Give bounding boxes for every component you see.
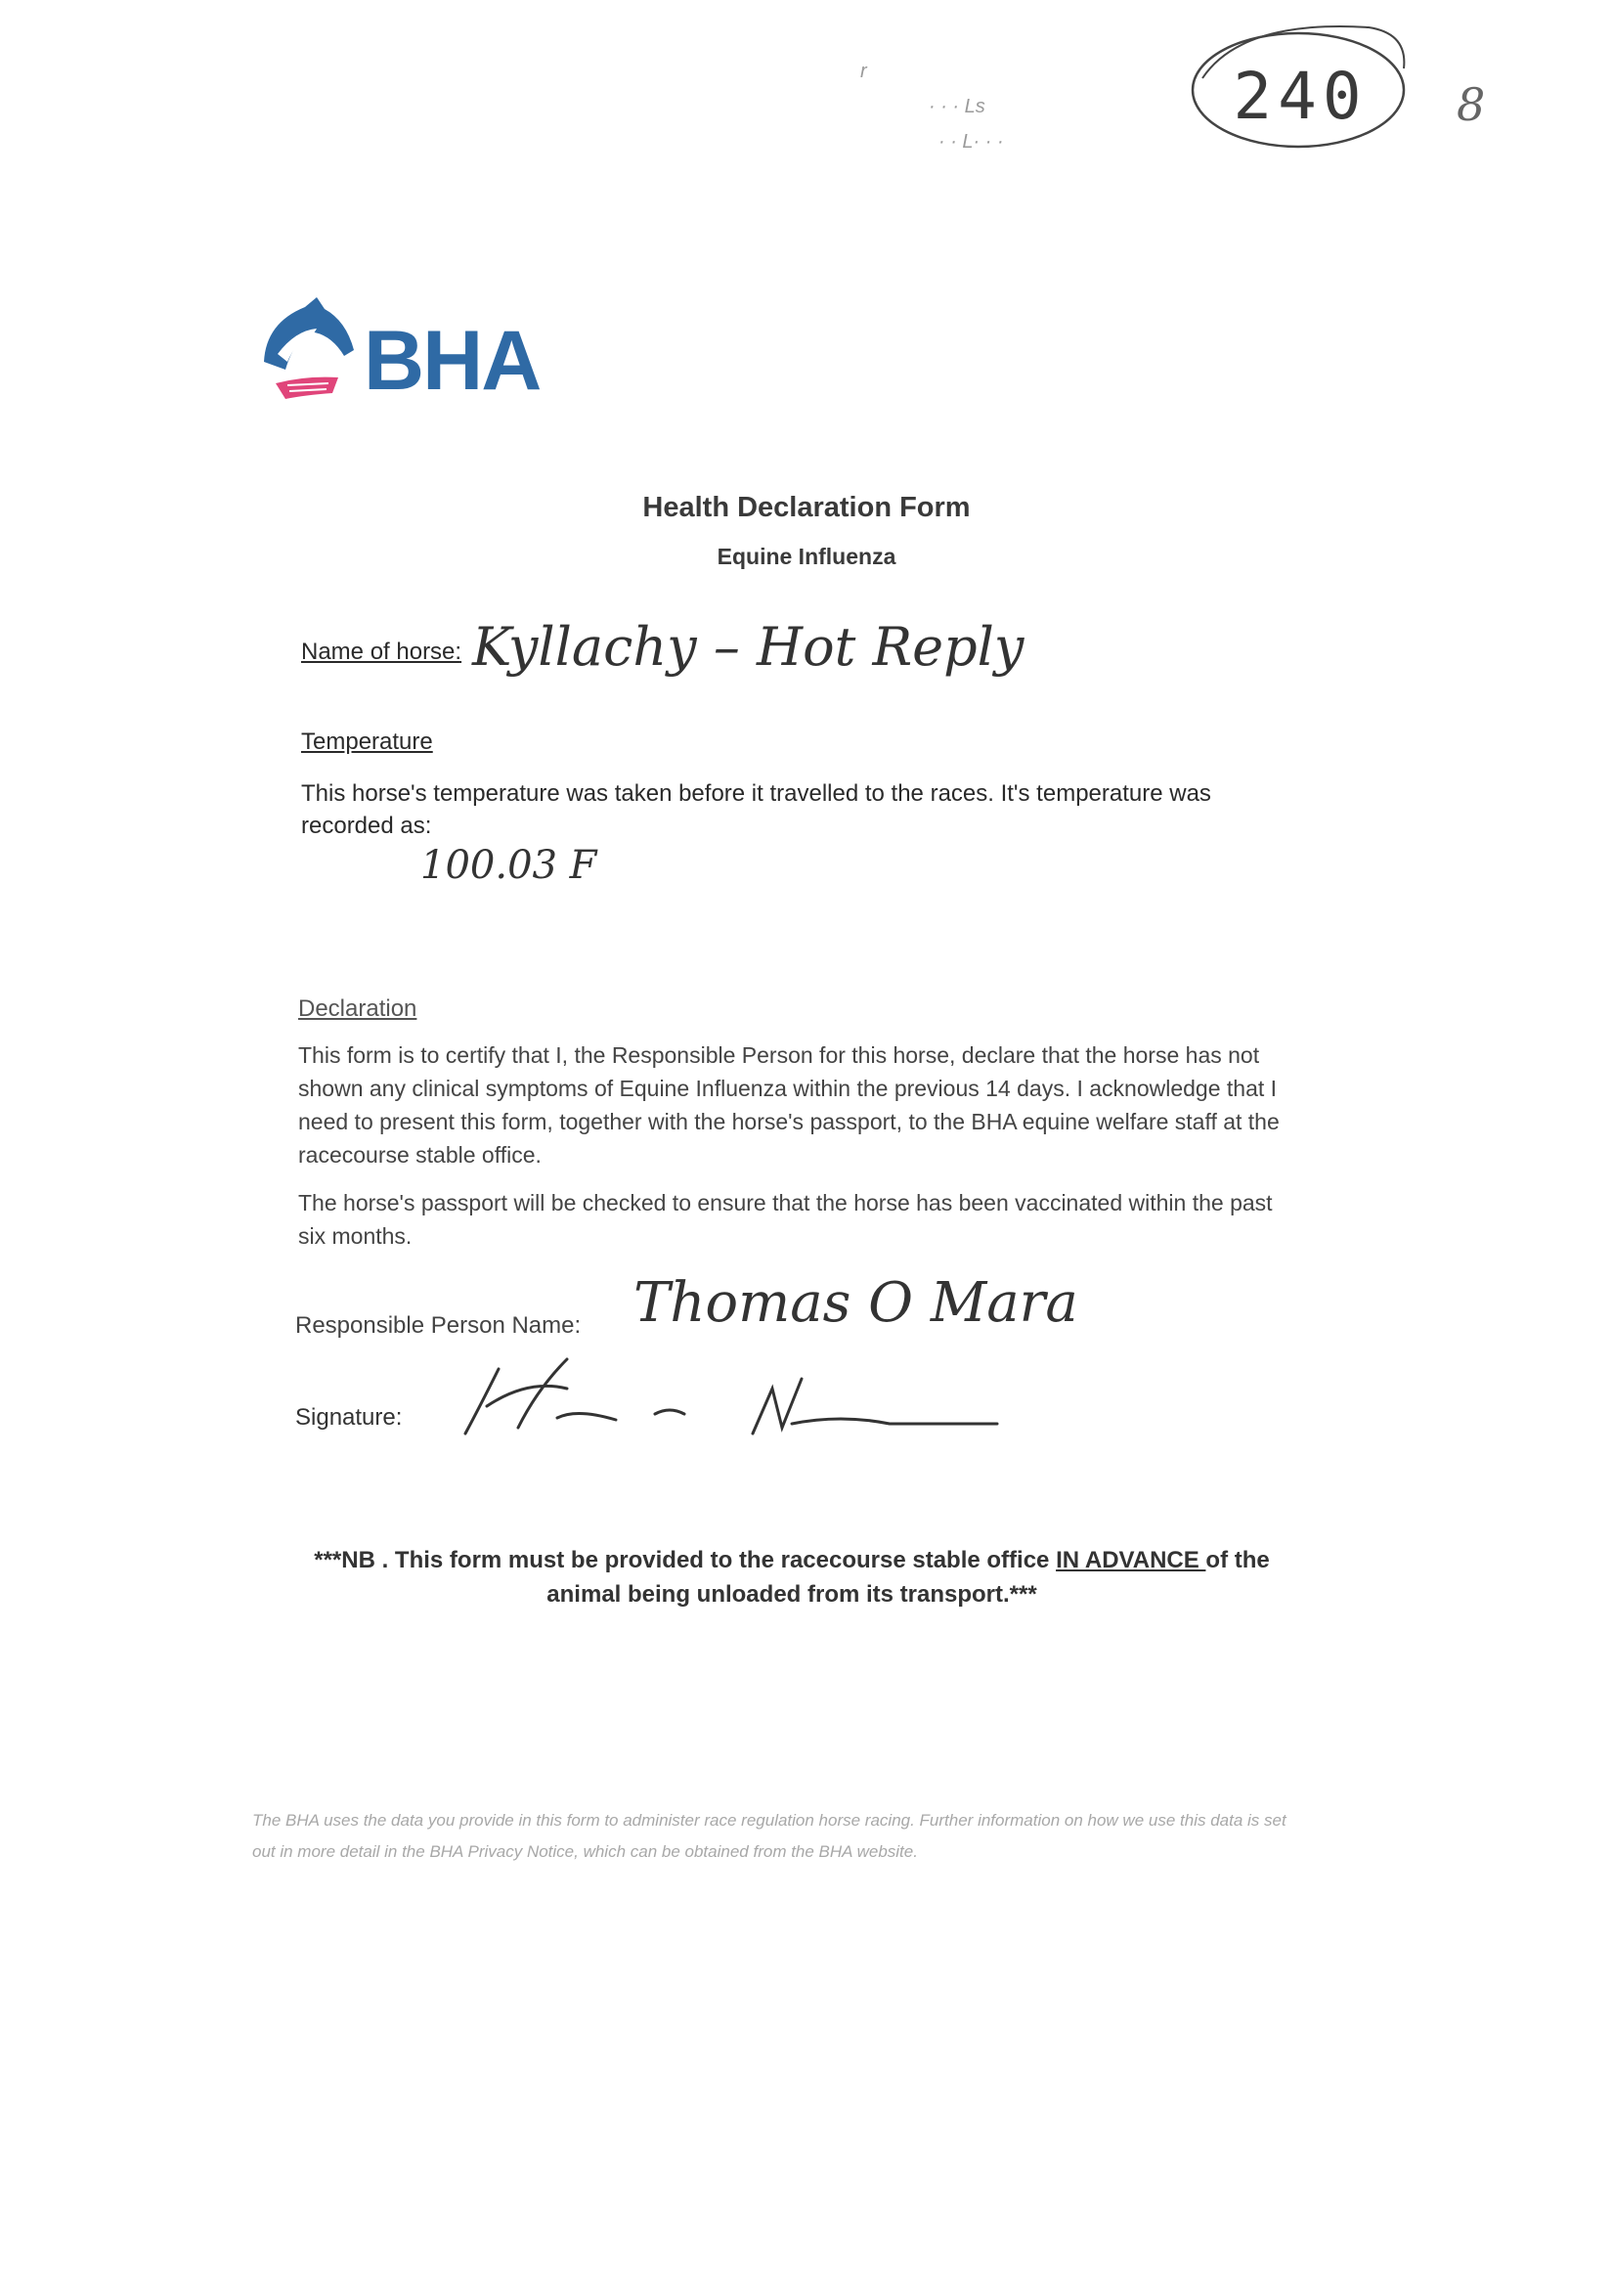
page-number-stamp [1183, 10, 1417, 156]
responsible-person-handwritten: Thomas O Mara [633, 1271, 1078, 1335]
faint-stamp [860, 54, 1004, 159]
form-title: Health Declaration Form [642, 492, 971, 523]
temperature-handwritten: 100.03 F [420, 843, 597, 888]
nb-notice [293, 1543, 1290, 1612]
stamp-line: r [860, 61, 867, 82]
page-suffix: 8 [1457, 78, 1486, 131]
stamp-line: · · L· · · [938, 131, 1004, 153]
stamp-line: · · · Ls [929, 96, 985, 117]
temperature-heading: Temperature [301, 729, 433, 755]
passport-paragraph: The horse's passport will be checked to ensure that the horse has been vaccinated within the past six months. [298, 1190, 1273, 1249]
page-number: 240 [1233, 59, 1368, 134]
form-subtitle: Equine Influenza [717, 544, 896, 569]
horse-head-icon [256, 293, 364, 411]
signature-mark [459, 1242, 1007, 1457]
nb-text-end: of the animal being unloaded from its transport.*** [546, 1547, 1270, 1608]
responsible-person-label: Responsible Person Name: [295, 1312, 582, 1339]
temperature-text: This horse's temperature was taken before it travelled to the races. It's temperature was recorded as: [301, 780, 1211, 839]
bha-logo [256, 293, 549, 411]
privacy-footer: The BHA uses the data you provide in this form to administer race regulation horse racing. Further information on how we use this data is set out in more detail in the BHA Privacy Notice, which can be obtained from the BHA website. [252, 1811, 1286, 1861]
horse-name-label: Name of horse: [301, 639, 462, 665]
nb-emphasis: IN ADVANCE [1056, 1547, 1206, 1573]
nb-text-start: ***NB . This form must be provided to the racecourse stable office [314, 1547, 1057, 1573]
horse-name-handwritten: Kyllachy – Hot Reply [472, 616, 1024, 678]
logo-text: BHA [364, 314, 541, 408]
declaration-paragraph: This form is to certify that I, the Responsible Person for this horse, declare that the horse has not shown any clinical symptoms of Equine Influenza within the previous 14 days. I acknowledge that I need to present this form, together with the horse's passport, to the BHA equine welfare staff at the racecourse stable office. [298, 1042, 1280, 1168]
signature-label: Signature: [295, 1404, 403, 1431]
declaration-heading: Declaration [298, 995, 417, 1022]
